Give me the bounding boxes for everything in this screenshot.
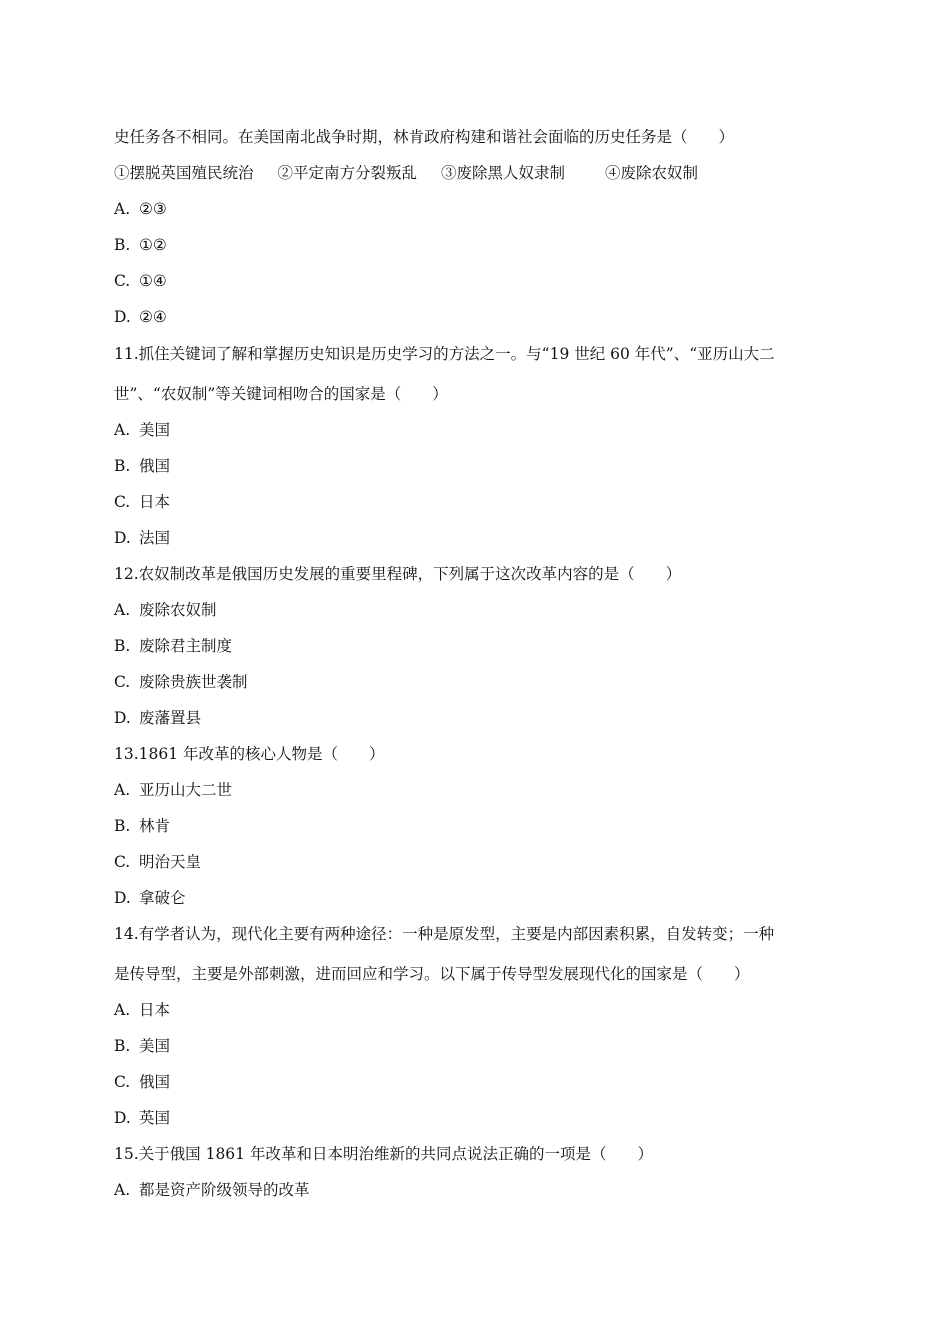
q10-item-2: ②平定南方分裂叛乱 [277, 164, 418, 182]
option-text: 法国 [139, 529, 171, 547]
option-letter: D. [114, 709, 131, 727]
option-letter: C. [114, 853, 131, 871]
option-text: 废除农奴制 [139, 601, 217, 619]
q10-item-1: ①摆脱英国殖民统治 [114, 164, 254, 182]
q10-option-a[interactable] [114, 198, 844, 220]
q14-stem-line-2: 是传导型，主要是外部刺激，进而回应和学习。以下属于传导型发展现代化的国家是（ ） [114, 965, 750, 983]
option-letter: A. [114, 1001, 131, 1019]
option-letter: B. [114, 1037, 131, 1055]
option-letter: D. [114, 1109, 131, 1127]
option-text: ①④ [139, 272, 167, 290]
q14-option-d[interactable] [114, 1107, 844, 1129]
q14-option-a[interactable] [114, 999, 844, 1021]
option-letter: B. [114, 817, 131, 835]
q14-option-c[interactable] [114, 1071, 844, 1093]
option-letter: B. [114, 236, 131, 254]
q12-option-b[interactable] [114, 635, 844, 657]
option-letter: A. [114, 1181, 131, 1199]
q13-stem: 13.1861 年改革的核心人物是（ ） [114, 745, 385, 763]
q12-option-d[interactable] [114, 707, 844, 729]
option-text: 林肯 [139, 817, 171, 835]
option-text: 美国 [139, 421, 171, 439]
q10-option-d[interactable] [114, 306, 844, 328]
q11-stem-line-2: 世”、“农奴制”等关键词相吻合的国家是（ ） [114, 385, 448, 403]
option-letter: D. [114, 889, 131, 907]
option-letter: A. [114, 781, 131, 799]
option-text: 废藩置县 [139, 709, 202, 727]
q10-stem-tail: 史任务各不相同。在美国南北战争时期，林肯政府构建和谐社会面临的历史任务是（ ） [114, 128, 735, 146]
q11-option-d[interactable] [114, 527, 844, 549]
option-letter: D. [114, 308, 131, 326]
q11-stem-line-1: 11.抓住关键词了解和掌握历史知识是历史学习的方法之一。与“19 世纪 60 年代”、“亚历山大二 [114, 345, 775, 363]
q15-stem: 15.关于俄国 1861 年改革和日本明治维新的共同点说法正确的一项是（ ） [114, 1145, 653, 1163]
q10-option-b[interactable] [114, 234, 844, 256]
option-text: 明治天皇 [139, 853, 202, 871]
q15-option-a[interactable] [114, 1179, 844, 1201]
option-letter: C. [114, 673, 131, 691]
q11-option-c[interactable] [114, 491, 844, 513]
q10-option-c[interactable] [114, 270, 844, 292]
q11-option-a[interactable] [114, 419, 844, 441]
option-letter: C. [114, 272, 131, 290]
option-text: 日本 [139, 493, 171, 511]
option-text: 俄国 [139, 1073, 171, 1091]
option-letter: A. [114, 601, 131, 619]
option-text: 废除君主制度 [139, 637, 233, 655]
option-letter: B. [114, 637, 131, 655]
option-text: 亚历山大二世 [139, 781, 233, 799]
option-text: 俄国 [139, 457, 171, 475]
q13-option-b[interactable] [114, 815, 844, 837]
option-text: 美国 [139, 1037, 171, 1055]
option-letter: C. [114, 493, 131, 511]
q11-option-b[interactable] [114, 455, 844, 477]
option-text: 废除贵族世袭制 [139, 673, 248, 691]
option-text: ①② [139, 236, 167, 254]
q12-stem: 12.农奴制改革是俄国历史发展的重要里程碑，下列属于这次改革内容的是（ ） [114, 565, 682, 583]
option-letter: C. [114, 1073, 131, 1091]
option-letter: A. [114, 421, 131, 439]
q12-option-c[interactable] [114, 671, 844, 693]
option-text: 日本 [139, 1001, 171, 1019]
option-letter: B. [114, 457, 131, 475]
q10-item-3: ③废除黑人奴隶制 [441, 164, 566, 182]
option-text: 拿破仑 [139, 889, 186, 907]
q13-option-a[interactable] [114, 779, 844, 801]
q13-option-d[interactable] [114, 887, 844, 909]
option-letter: A. [114, 200, 131, 218]
q14-option-b[interactable] [114, 1035, 844, 1057]
option-text: 英国 [139, 1109, 171, 1127]
q13-option-c[interactable] [114, 851, 844, 873]
option-letter: D. [114, 529, 131, 547]
option-text: ②③ [139, 200, 167, 218]
option-text: ②④ [139, 308, 167, 326]
q10-items [114, 162, 844, 184]
q12-option-a[interactable] [114, 599, 844, 621]
option-text: 都是资产阶级领导的改革 [139, 1181, 310, 1199]
q14-stem-line-1: 14.有学者认为，现代化主要有两种途径：一种是原发型，主要是内部因素积累，自发转变；一种 [114, 925, 775, 943]
q10-item-4: ④废除农奴制 [605, 164, 699, 182]
